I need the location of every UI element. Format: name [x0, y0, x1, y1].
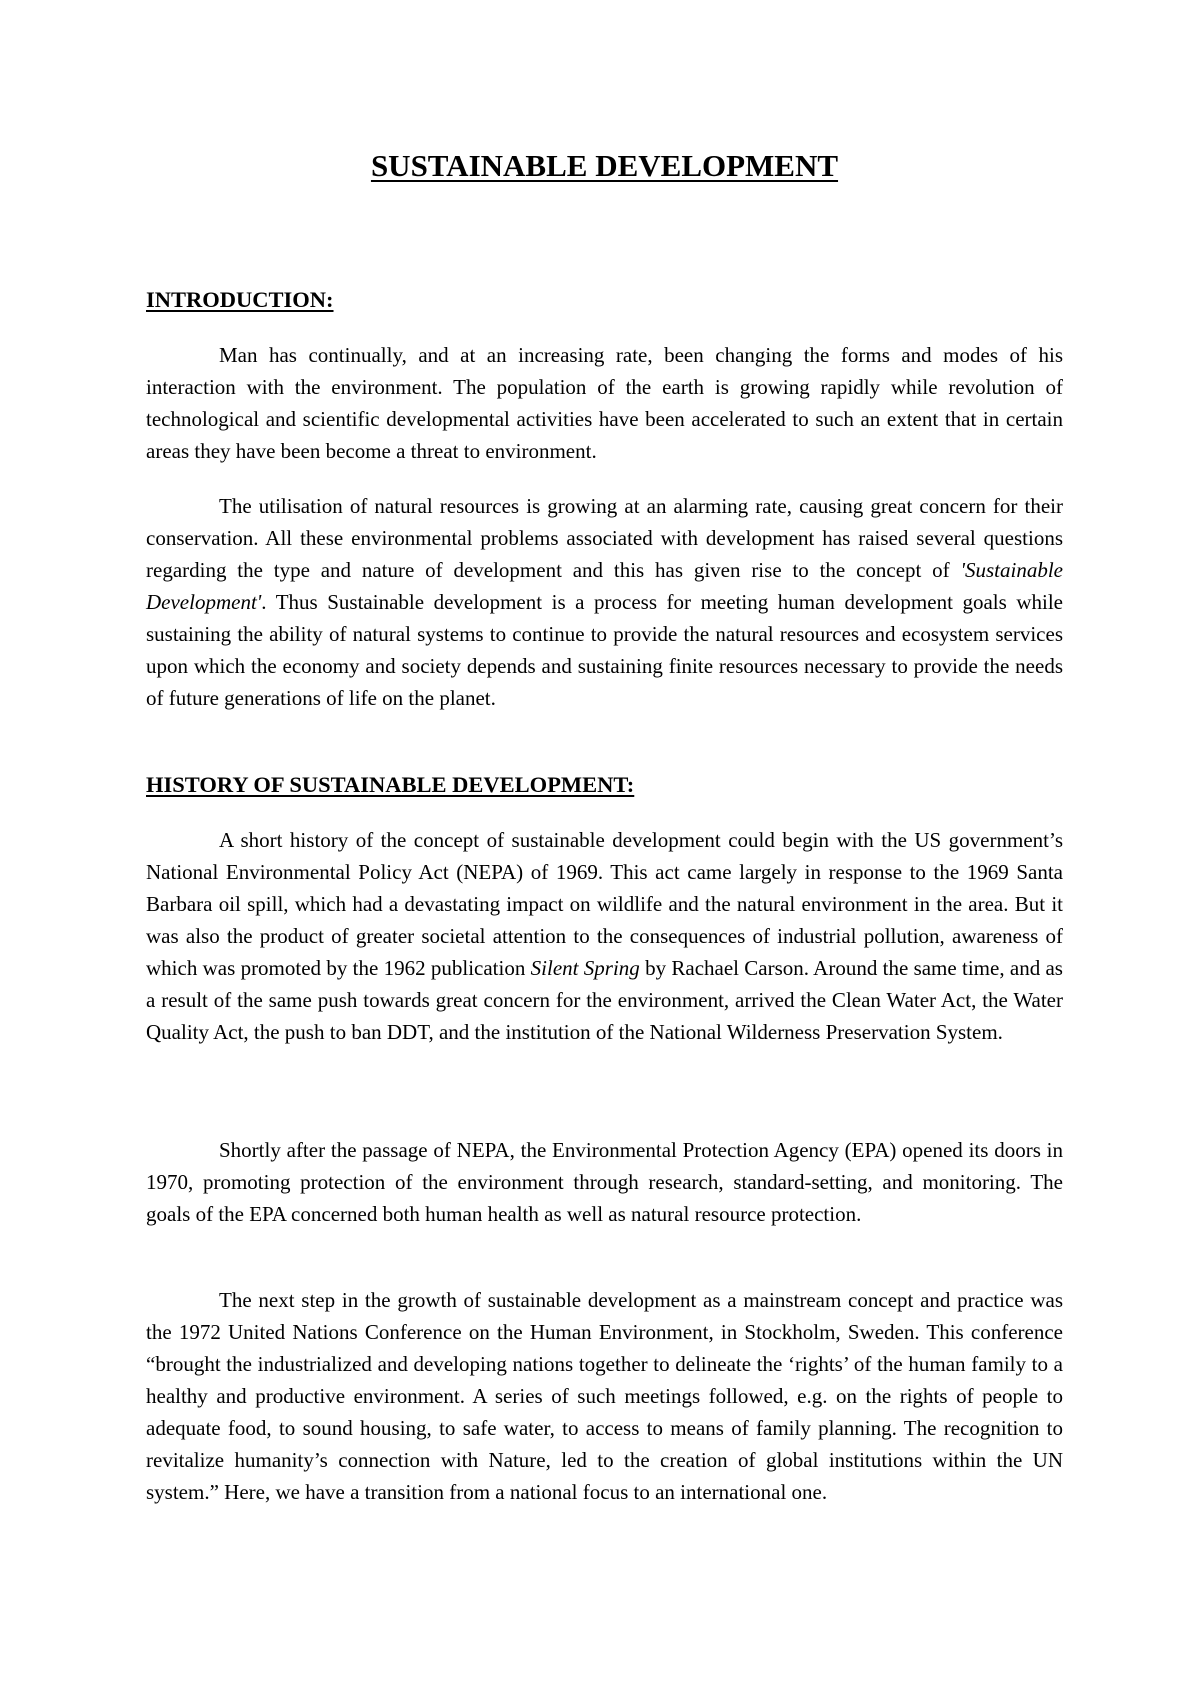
introduction-paragraph-2 — [146, 490, 1063, 714]
section-heading-history: HISTORY OF SUSTAINABLE DEVELOPMENT: — [146, 772, 635, 797]
introduction-paragraph-2-text: The utilisation of natural resources is growing at an alarming rate, causing great concern for their conservation. All these environmental problems associated with development has raised several questions regarding the type and nature of development and this has given rise to the concept of — [146, 494, 1063, 582]
history-paragraph-1 — [146, 824, 1063, 1048]
history-paragraph-3: The next step in the growth of sustainable development as a mainstream concept and practice was the 1972 United Nations Conference on the Human Environment, in Stockholm, Sweden. This conference “brought the industrialized and developing nations together to delineate the ‘rights’ of the human family to a healthy and productive environment. A series of such meetings followed, e.g. on the rights of people to adequate food, to sound housing, to safe water, to access to means of family planning. The recognition to revitalize humanity’s connection with Nature, led to the creation of global institutions within the UN system.” Here, we have a transition from a national focus to an international one. — [146, 1288, 1063, 1504]
history-paragraph-1-text-end: by Rachael Carson. Around the same time, and as a result of the same push towards great concern for the environment, arrived the Clean Water Act, the Water Quality Act, the push to ban DDT, and the institution of the National Wilderness Preservation System. — [146, 956, 1063, 1044]
history-paragraph-1-text: A short history of the concept of sustainable development could begin with the US government’s National Environmental Policy Act (NEPA) of 1969. This act came largely in response to the 1969 Santa Barbara oil spill, which had a devastating impact on wildlife and the natural environment in the area. But it was also the product of greater societal attention to the consequences of industrial pollution, awareness of which was promoted by the 1962 publication — [146, 828, 1063, 980]
history-paragraph-2: Shortly after the passage of NEPA, the Environmental Protection Agency (EPA) opened its doors in 1970, promoting protection of the environment through research, standard-setting, and monitoring. The goals of the EPA concerned both human health as well as natural resource protection. — [146, 1138, 1063, 1226]
introduction-paragraph-1: Man has continually, and at an increasing rate, been changing the forms and modes of his interaction with the environment. The population of the earth is growing rapidly while revolution of technological and scientific developmental activities have been accelerated to such an extent that in certain areas they have been become a threat to environment. — [146, 343, 1063, 463]
section-heading-introduction: INTRODUCTION: — [146, 287, 334, 312]
introduction-paragraph-2-italic: 'Sustainable Development' — [146, 558, 1063, 614]
document-title: SUSTAINABLE DEVELOPMENT — [370, 148, 839, 183]
history-paragraph-1-italic: Silent Spring — [530, 956, 640, 980]
introduction-paragraph-2-text-end: . Thus Sustainable development is a process for meeting human development goals while sustaining the ability of natural systems to continue to provide the natural resources and ecosystem services upon which the economy and society depends and sustaining finite resources necessary to provide the needs of future generations of life on the planet. — [146, 590, 1063, 710]
